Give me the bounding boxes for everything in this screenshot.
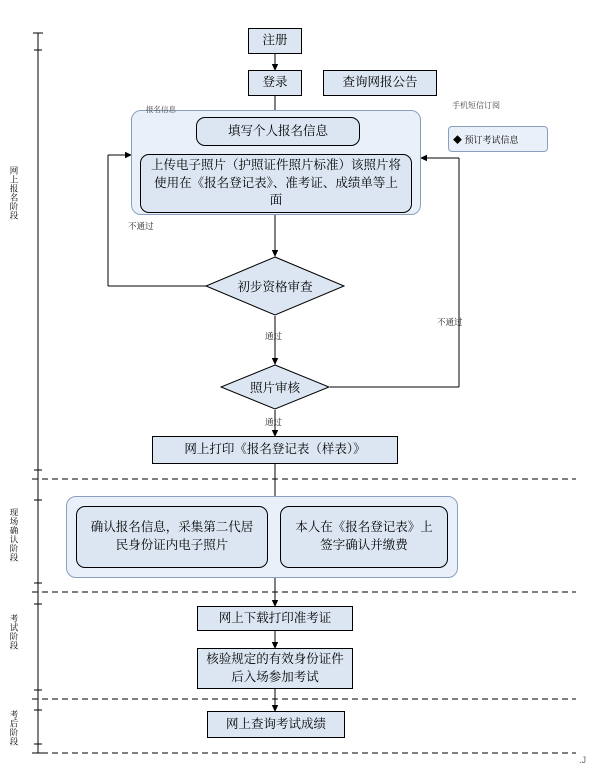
node-verify-id[interactable] <box>197 648 353 689</box>
sms-subscription-text: ◆ 预订考试信息 <box>453 134 519 145</box>
edge-label-fail-2: 不通过 <box>437 317 463 327</box>
node-verify-id-label: 核验规定的有效身份证件后入场参加考试 <box>206 651 344 684</box>
node-download-admit[interactable] <box>197 606 353 631</box>
node-print-form[interactable] <box>152 436 398 464</box>
node-sign-pay-label: 本人在《报名登记表》上签字确认并缴费 <box>295 520 433 552</box>
decision-prelim-review[interactable] <box>205 256 345 316</box>
node-fill-info[interactable] <box>196 117 360 146</box>
corner-mark: .J <box>579 755 587 765</box>
decision-photo-review[interactable] <box>220 364 330 410</box>
node-print-form-label: 网上打印《报名登记表（样表）》 <box>184 442 366 457</box>
edge-label-fail-1: 不通过 <box>128 221 154 231</box>
node-query-score-label: 网上查询考试成绩 <box>225 716 326 731</box>
node-query-score[interactable] <box>207 711 345 738</box>
stage-label-online-registration: 网上报名阶段 <box>9 166 19 220</box>
node-login-label: 登录 <box>262 75 288 90</box>
decision-photo-review-label: 照片审核 <box>249 381 300 395</box>
stage-label-onsite-confirm: 现场确认阶段 <box>9 508 19 562</box>
node-login[interactable] <box>248 70 302 96</box>
node-confirm-info[interactable] <box>76 506 268 568</box>
node-register-label: 注册 <box>262 33 288 48</box>
node-fill-info-label: 填写个人报名信息 <box>227 123 328 138</box>
edge-label-pass-2: 通过 <box>265 417 283 427</box>
node-sign-pay[interactable] <box>280 506 448 568</box>
node-register[interactable] <box>248 28 302 54</box>
node-upload-photo-label: 上传电子照片（护照证件照片标准）该照片将使用在《报名登记表》、准考证、成绩单等上面 <box>151 157 402 208</box>
decision-prelim-review-label: 初步资格审查 <box>237 280 313 294</box>
group-registration-info-label: 报名信息 <box>146 105 176 114</box>
node-upload-photo[interactable] <box>140 154 412 213</box>
node-download-admit-label: 网上下载打印准考证 <box>218 610 332 625</box>
stage-label-exam: 考试阶段 <box>9 614 19 650</box>
edge-label-pass-1: 通过 <box>265 331 283 341</box>
sms-subscription-label: 手机短信订阅 <box>452 101 500 110</box>
stage-label-post-exam: 考后阶段 <box>9 710 19 746</box>
sms-subscription-box[interactable] <box>448 126 548 152</box>
node-query-notice[interactable] <box>323 70 437 96</box>
node-confirm-info-label: 确认报名信息，采集第二代居民身份证内电子照片 <box>90 520 254 552</box>
node-query-notice-label: 查询网报公告 <box>342 75 418 90</box>
